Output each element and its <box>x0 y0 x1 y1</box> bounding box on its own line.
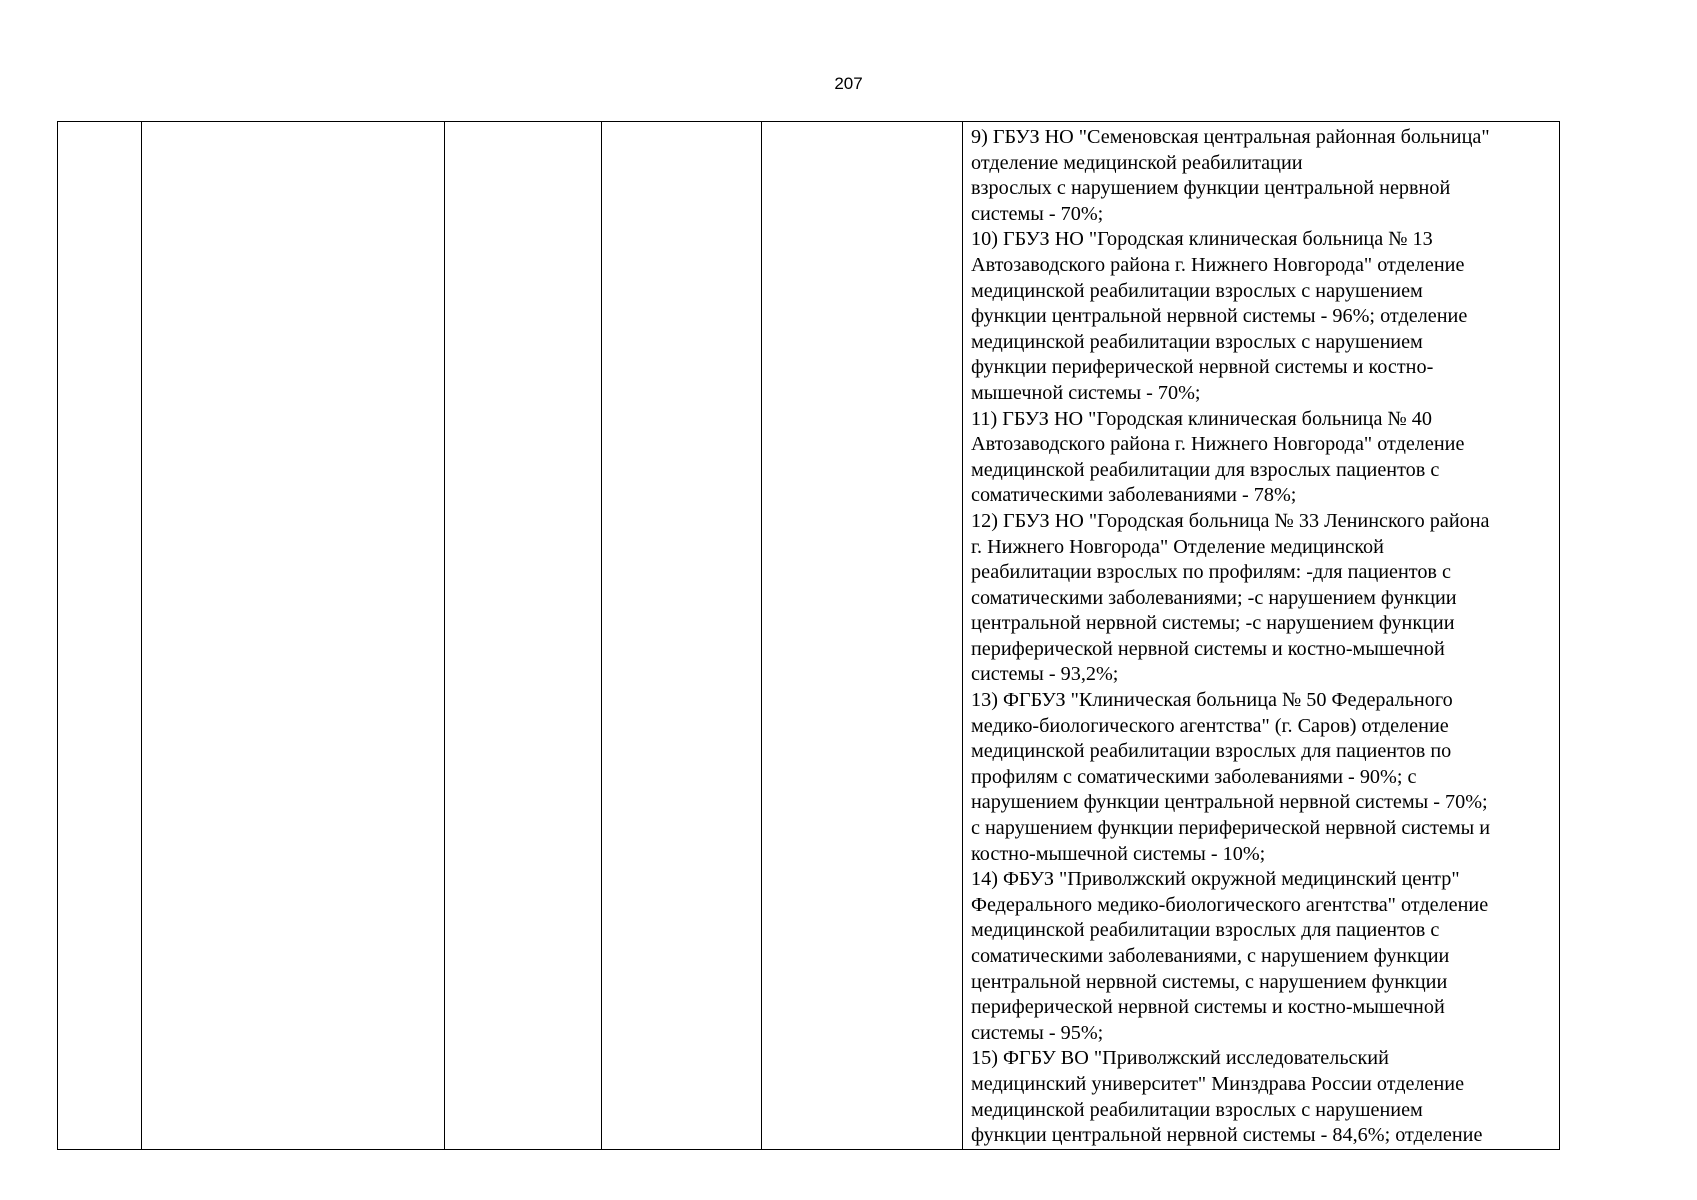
entry-line: функции центральной нервной системы - 96%; отделение <box>971 305 1468 328</box>
entry-line: г. Нижнего Новгорода" Отделение медицинской <box>971 535 1384 558</box>
entry-line: центральной нервной системы, с нарушением функции <box>971 970 1448 993</box>
document-table <box>57 121 1560 1150</box>
entry-line: взрослых с нарушением функции центральной нервной <box>971 177 1451 200</box>
entry-line: системы - 95%; <box>971 1021 1104 1044</box>
table-cell-institutions <box>963 122 1560 1150</box>
entry-line: системы - 93,2%; <box>971 663 1119 686</box>
entry-line: 12) ГБУЗ НО "Городская больница № 33 Ленинского района <box>971 509 1490 532</box>
entry-line: Федерального медико-биологического агентства" отделение <box>971 893 1489 916</box>
table-cell-col-3 <box>445 122 602 1150</box>
entry-line: нарушением функции центральной нервной системы - 70%; <box>971 791 1488 814</box>
institution-entry <box>971 867 1551 1046</box>
entry-line: 13) ФГБУЗ "Клиническая больница № 50 Федерального <box>971 689 1453 712</box>
entry-line: реабилитации взрослых по профилям: -для пациентов с <box>971 561 1451 584</box>
entry-line: системы - 70%; <box>971 202 1104 225</box>
institution-entry <box>971 688 1551 867</box>
institution-list <box>963 122 1559 1149</box>
institution-entry <box>971 125 1551 227</box>
institution-entry <box>971 1046 1551 1148</box>
table-row <box>58 122 1560 1150</box>
entry-line: соматическими заболеваниями, с нарушением функции <box>971 945 1450 967</box>
entry-line: медицинской реабилитации взрослых для пациентов с <box>971 919 1440 942</box>
entry-line: 11) ГБУЗ НО "Городская клиническая больница № 40 <box>971 407 1432 430</box>
entry-line: костно-мышечной системы - 10%; <box>971 842 1266 865</box>
table-cell-col-5 <box>762 122 963 1150</box>
entry-line: 9) ГБУЗ НО "Семеновская центральная районная больница" <box>971 126 1490 148</box>
entry-line: 10) ГБУЗ НО "Городская клиническая больница № 13 <box>971 228 1433 251</box>
entry-line: функции центральной нервной системы - 84,6%; отделение <box>971 1124 1483 1147</box>
entry-line: Автозаводского района г. Нижнего Новгорода" отделение <box>971 253 1465 276</box>
entry-line: функции периферической нервной системы и костно- <box>971 356 1434 379</box>
entry-line: медицинский университет" Минздрава России отделение <box>971 1072 1465 1095</box>
entry-line: медицинской реабилитации взрослых для пациентов по <box>971 740 1452 763</box>
entry-line: медицинской реабилитации взрослых с нарушением <box>971 279 1423 302</box>
entry-line: медицинской реабилитации взрослых с нарушением <box>971 330 1423 353</box>
entry-line: 15) ФГБУ ВО "Приволжский исследовательский <box>971 1047 1389 1070</box>
institution-entry <box>971 227 1551 406</box>
institution-entry <box>971 509 1551 688</box>
entry-line: мышечной системы - 70%; <box>971 381 1201 404</box>
entry-line: отделение медицинской реабилитации <box>971 151 1303 174</box>
entry-line: медицинской реабилитации взрослых с нарушением <box>971 1098 1423 1121</box>
entry-line: медико-биологического агентства" (г. Саров) отделение <box>971 714 1449 737</box>
entry-line: периферической нервной системы и костно-мышечной <box>971 996 1445 1019</box>
entry-line: соматическими заболеваниями - 78%; <box>971 484 1297 507</box>
entry-line: центральной нервной системы; -с нарушением функции <box>971 612 1455 635</box>
table-cell-col-1 <box>58 122 142 1150</box>
entry-line: медицинской реабилитации для взрослых пациентов с <box>971 458 1440 481</box>
entry-line: соматическими заболеваниями; -с нарушением функции <box>971 586 1457 609</box>
entry-line: Автозаводского района г. Нижнего Новгорода" отделение <box>971 433 1465 456</box>
entry-line: периферической нервной системы и костно-мышечной <box>971 637 1445 660</box>
entry-line: профилям с соматическими заболеваниями - 90%; с <box>971 765 1417 788</box>
institution-entry <box>971 407 1551 509</box>
page-number: 207 <box>834 74 863 93</box>
entry-line: 14) ФБУЗ "Приволжский окружной медицинский центр" <box>971 868 1460 891</box>
entry-line: с нарушением функции периферической нервной системы и <box>971 817 1491 840</box>
table-cell-col-4 <box>602 122 762 1150</box>
table-cell-col-2 <box>142 122 445 1150</box>
